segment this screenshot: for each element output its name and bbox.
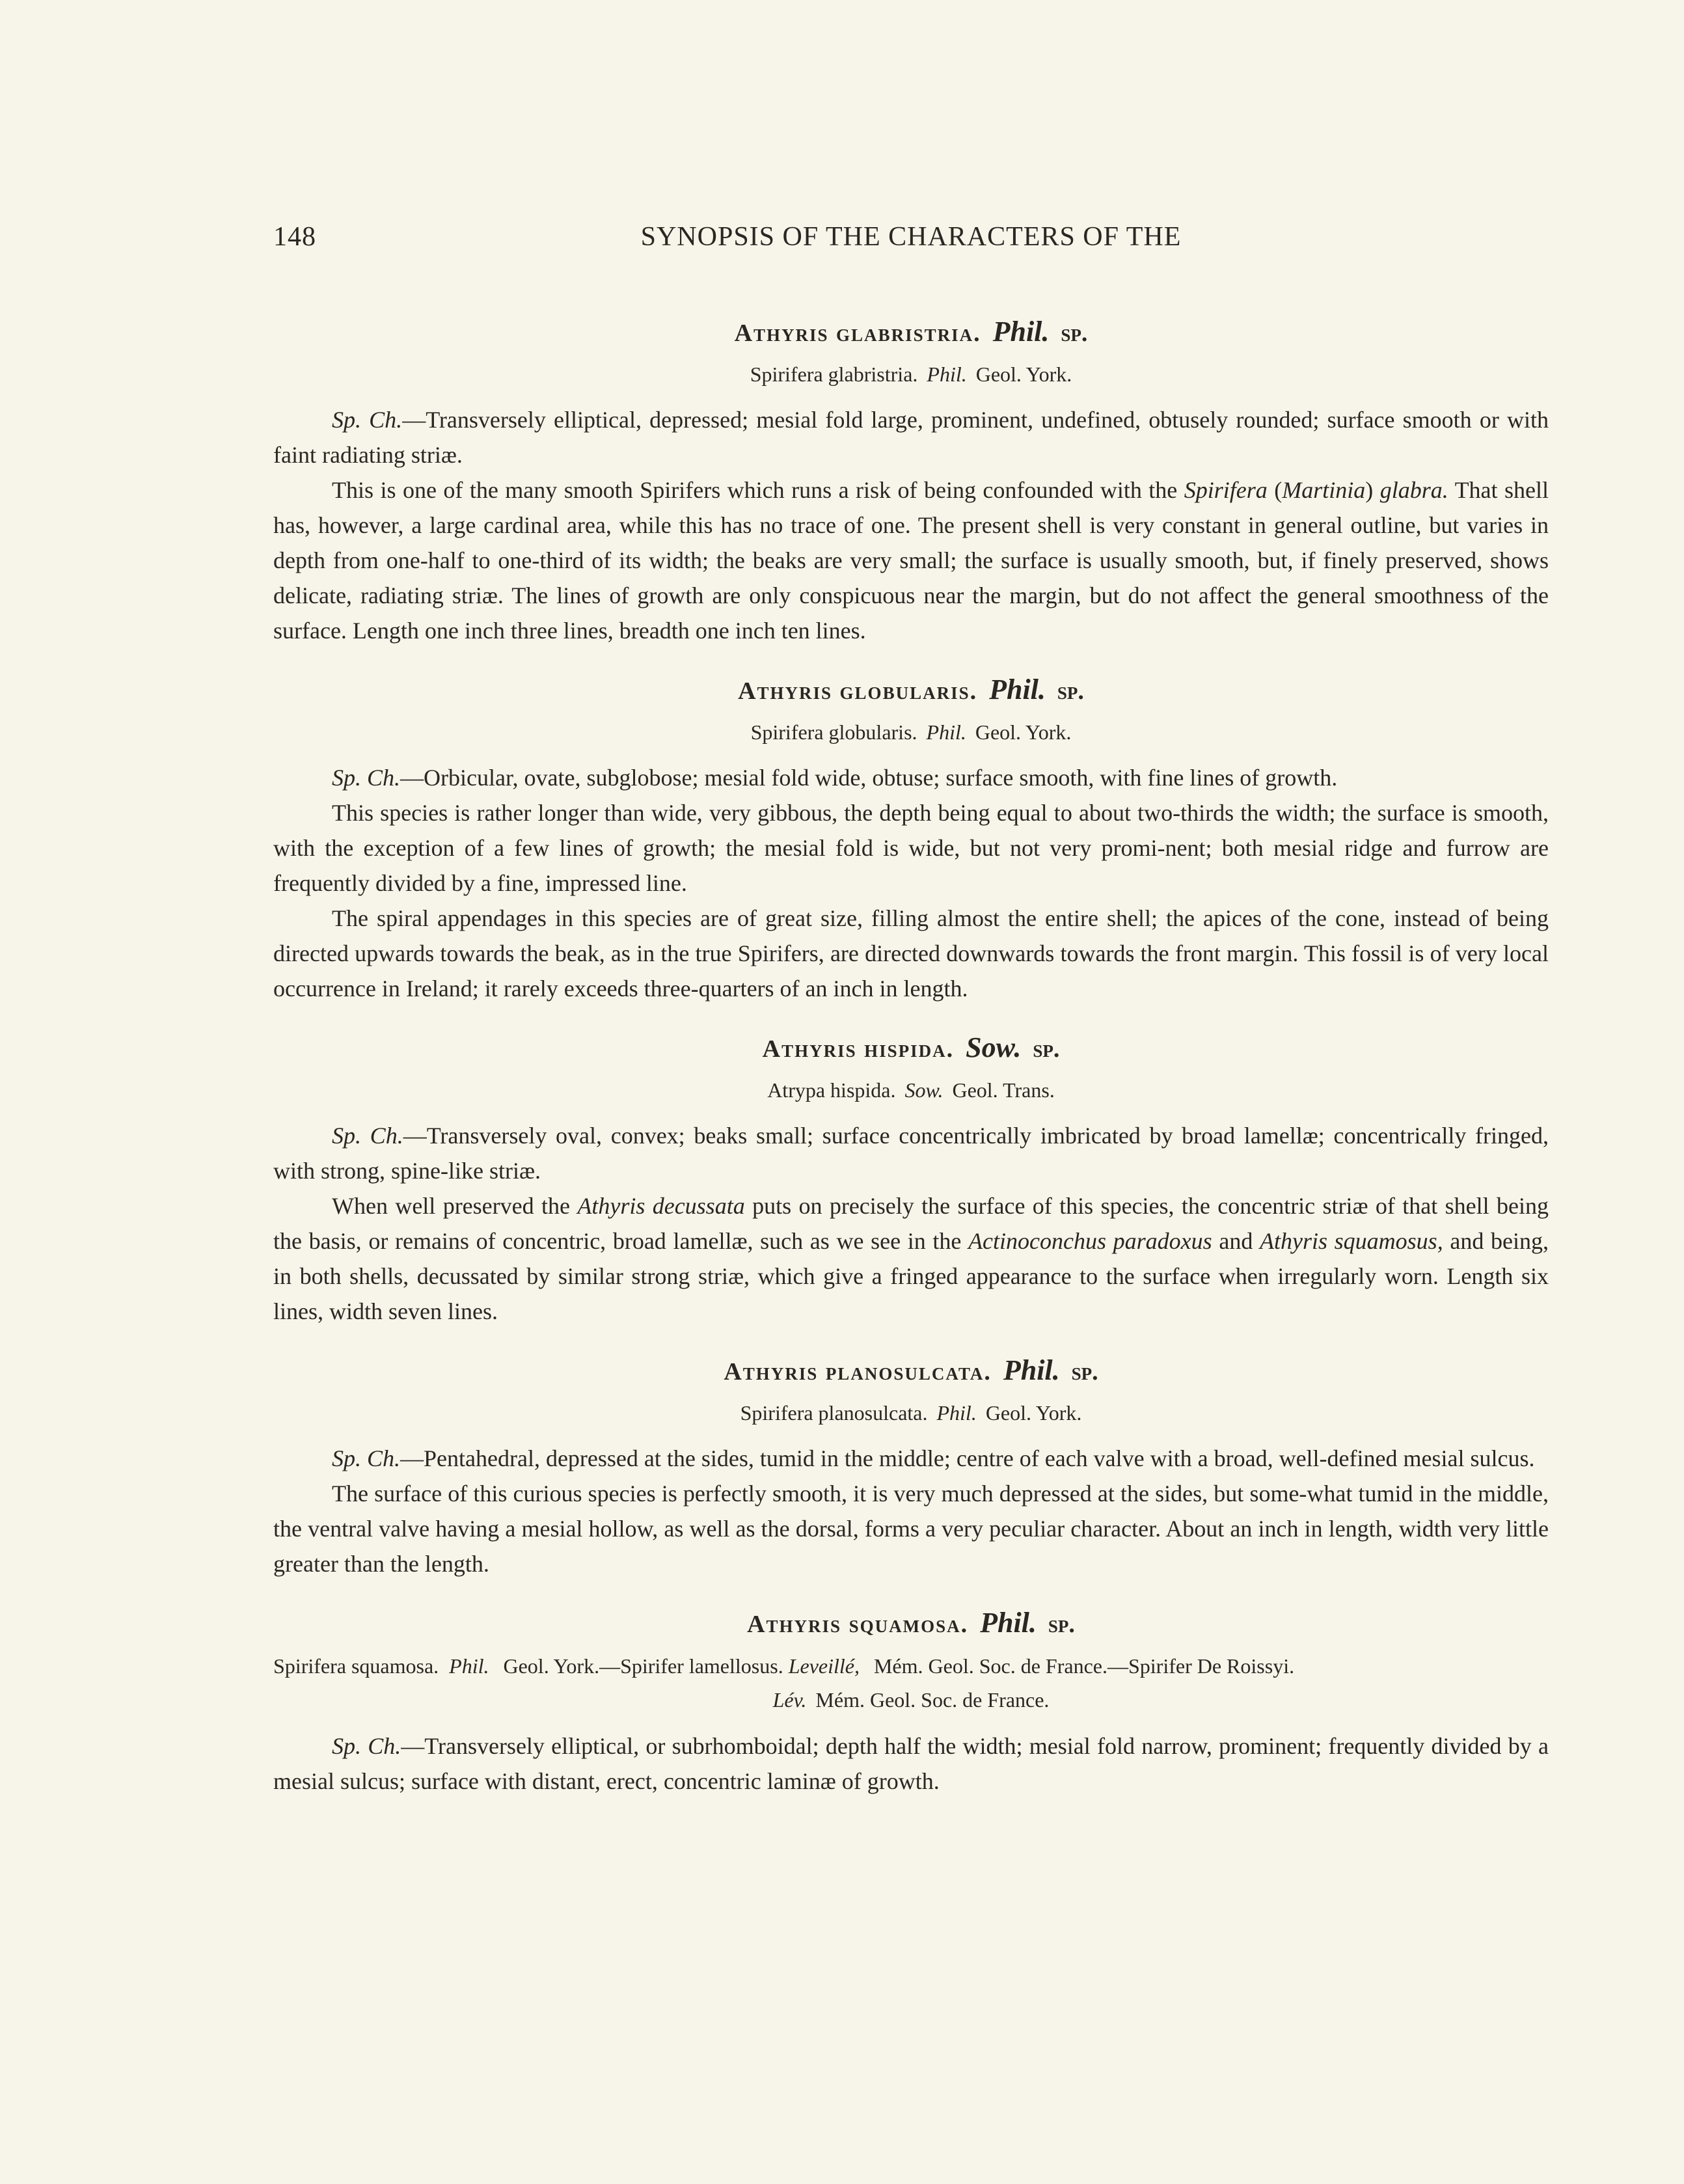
species-abbrev: sp. [1057, 677, 1084, 705]
sp-ch-text: —Orbicular, ovate, subglobose; mesial fold wide, obtuse; surface smooth, with fine lines of growth. [400, 765, 1338, 791]
synonym-author: Phil. [449, 1654, 489, 1678]
species-author: Phil. [992, 316, 1050, 348]
synonym-reference: Geol. York. [975, 362, 1072, 386]
species-name: Athyris globularis. [738, 677, 978, 705]
species-entry-planosulcata [273, 1351, 1549, 1581]
species-entry-globularis [273, 670, 1549, 1006]
species-name: Athyris hispida. [762, 1035, 955, 1063]
species-name: Athyris glabristria. [734, 320, 981, 347]
species-abbrev: sp. [1071, 1358, 1098, 1385]
italic-taxon: Athyris squamosus, [1260, 1228, 1443, 1254]
sp-ch-text: —Transversely oval, convex; beaks small; surface concentrically imbricated by broad lamellæ; concentrically fringed, with strong, spine-like striæ. [273, 1123, 1549, 1184]
synonym-name: Spirifera squamosa. [273, 1654, 439, 1678]
text-run: That shell has, however, a large cardinal area, while this has no trace of one. The present shell is very constant in general outline, but varies in depth from one-half to one-third of its width; the beaks are very small; the surface is usually smooth, but, if finely preserved, shows delicate, radiating striæ. The lines of growth are only conspicuous near the margin, but do not affect the general smoothness of the surface. Length one inch three lines, breadth one inch ten lines. [273, 477, 1549, 644]
body-text [273, 312, 1549, 1799]
description-paragraph: The spiral appendages in this species are of great size, filling almost the entire shell; the apices of the cone, instead of being directed upwards towards the beak, as in the true Spirifers, are directed downwards towards the front margin. This fossil is of very local occurrence in Ireland; it rarely exceeds three-quarters of an inch in length. [273, 905, 1549, 1002]
species-author: Phil. [980, 1607, 1037, 1639]
species-name: Athyris planosulcata. [724, 1358, 992, 1385]
synonym-name: Spirifera planosulcata. [740, 1401, 928, 1425]
synonym-reference: Geol. Trans. [952, 1078, 1055, 1102]
species-abbrev: sp. [1048, 1611, 1075, 1638]
species-heading [273, 1028, 1549, 1069]
italic-taxon: Martinia [1282, 477, 1366, 503]
synonym-author: Sow. [904, 1078, 944, 1102]
synonym-reference: Geol. York.—Spirifer lamellosus. [503, 1654, 783, 1678]
sp-ch-label: Sp. Ch. [332, 1445, 401, 1471]
text-run: When well preserved the [332, 1193, 578, 1219]
description-paragraph: The surface of this curious species is perfectly smooth, it is very much depressed at the sides, but some-what tumid in the middle, the ventral valve having a mesial hollow, as well as the dorsal, forms a very peculiar character. About an inch in length, width very little greater than the length. [273, 1481, 1549, 1577]
italic-taxon: Actinoconchus paradoxus [968, 1228, 1212, 1254]
synonym-author: Leveillé, [788, 1654, 860, 1678]
description-paragraph [273, 1188, 1549, 1329]
species-entry-squamosa [273, 1604, 1549, 1799]
species-heading [273, 1351, 1549, 1391]
sp-ch-label: Sp. Ch. [332, 407, 403, 433]
species-abbrev: sp. [1033, 1035, 1060, 1063]
specific-characters [273, 1441, 1549, 1476]
sp-ch-label: Sp. Ch. [332, 765, 401, 791]
species-entry-glabristria [273, 312, 1549, 648]
text-run: ( [1267, 477, 1283, 503]
sp-ch-label: Sp. Ch. [332, 1123, 403, 1149]
synonym-name: Atrypa hispida. [767, 1078, 896, 1102]
species-entry-hispida [273, 1028, 1549, 1329]
sp-ch-text: —Transversely elliptical, depressed; mesial fold large, prominent, undefined, obtusely rounded; surface smooth or with faint radiating striæ. [273, 407, 1549, 468]
specific-characters [273, 1118, 1549, 1188]
description-paragraph: This species is rather longer than wide, very gibbous, the depth being equal to about two-thirds the width; the surface is smooth, with the exception of a few lines of growth; the mesial fold is wide, but not very promi-nent; both mesial ridge and furrow are frequently divided by a fine, impressed line. [273, 800, 1549, 896]
text-run: puts on precisely the surface of this species, the concentric striæ of that shell being the basis, or remains of concentric, broad lamellæ, such as we see in the [273, 1193, 1549, 1254]
synonym-line [273, 1649, 1549, 1717]
synonym-line [273, 1074, 1549, 1106]
species-author: Phil. [1003, 1354, 1060, 1386]
synonym-line [273, 1397, 1549, 1429]
italic-taxon: Spirifera [1184, 477, 1268, 503]
species-name: Athyris squamosa. [747, 1611, 969, 1638]
italic-taxon: Athyris decussata [577, 1193, 745, 1219]
synonym-reference: Mém. Geol. Soc. de France. [815, 1688, 1050, 1712]
species-abbrev: sp. [1061, 320, 1088, 347]
synonym-line-continued [273, 1683, 1549, 1717]
description-paragraph [273, 472, 1549, 648]
species-heading [273, 312, 1549, 353]
text-run: ) [1365, 477, 1380, 503]
sp-ch-text: —Transversely elliptical, or subrhomboidal; depth half the width; mesial fold narrow, prominent; frequently divided by a mesial sulcus; surface with distant, erect, concentric laminæ of growth. [273, 1733, 1549, 1794]
sp-ch-label: Sp. Ch. [332, 1733, 401, 1759]
synonym-reference: Mém. Geol. Soc. de France.—Spirifer De Roissyi. [873, 1654, 1295, 1678]
synonym-author: Phil. [936, 1401, 977, 1425]
text-run: and [1212, 1228, 1260, 1254]
synonym-reference: Geol. York. [985, 1401, 1082, 1425]
sp-ch-text: —Pentahedral, depressed at the sides, tumid in the middle; centre of each valve with a broad, well-defined mesial sulcus. [400, 1445, 1535, 1471]
species-author: Phil. [989, 674, 1046, 705]
specific-characters [273, 1728, 1549, 1799]
synonym-line [273, 358, 1549, 390]
running-title: SYNOPSIS OF THE CHARACTERS OF THE [640, 222, 1182, 252]
species-heading [273, 670, 1549, 711]
species-heading [273, 1604, 1549, 1644]
synonym-name: Spirifera globularis. [750, 720, 917, 744]
text-run: and being, in both shells, decussated by similar strong striæ, which give a fringed appearance to the surface when irregularly worn. Length six lines, width seven lines. [273, 1228, 1549, 1324]
page-number: 148 [273, 222, 316, 252]
species-author: Sow. [966, 1031, 1022, 1063]
synonym-line [273, 716, 1549, 748]
synonym-reference: Geol. York. [975, 720, 1072, 744]
text-run: This is one of the many smooth Spirifers which runs a risk of being confounded with the [332, 477, 1184, 503]
synonym-name: Spirifera glabristria. [750, 362, 918, 386]
synonym-author: Lév. [772, 1688, 807, 1712]
running-head [273, 221, 1549, 260]
synonym-author: Phil. [926, 720, 966, 744]
italic-taxon: glabra. [1379, 477, 1448, 503]
specific-characters [273, 760, 1549, 795]
synonym-author: Phil. [927, 362, 967, 386]
specific-characters [273, 402, 1549, 472]
